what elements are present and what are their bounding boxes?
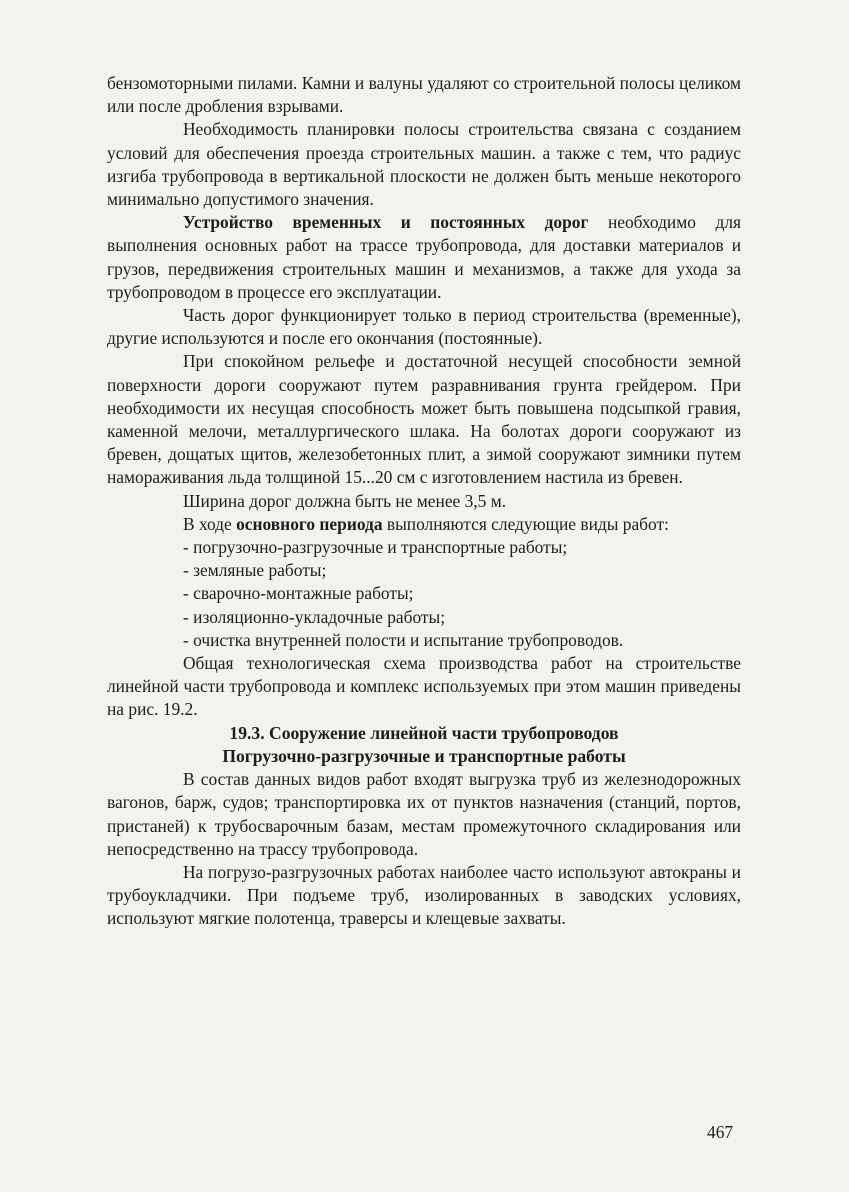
roads-text: необходимо для выполнения основных работ на трассе трубопровода, для доставки материалов и грузов, передвижения строительных машин и механизмов, а также для ухода за трубопроводом в процессе его эксплуатации. [107,212,741,302]
page-number: 467 [707,1122,734,1142]
paragraph-roads [107,211,741,304]
paragraph-continuation: бензомоторными пилами. Камни и валуны удаляют со строительной полосы целиком или после дробления взрывами. [107,73,741,117]
paragraph-scheme: Общая технологическая схема производства работ на строительстве линейной части трубопровода и комплекс используемых при этом машин приведены на рис. 19.2. [107,653,741,720]
main-period-before: В ходе [183,513,237,534]
subsection-heading: Погрузочно-разгрузочные и транспортные работы [222,745,626,766]
paragraph-road-types: Часть дорог функционирует только в период строительства (временные), другие используются и после его окончания (постоянные). [107,305,741,349]
list-item: - изоляционно-укладочные работы; [183,606,446,627]
page-body [107,72,741,931]
paragraph-works-composition: В состав данных видов работ входят выгрузка труб из железнодорожных вагонов, барж, судов; транспортировка их от пунктов назначения (станций, портов, пристаней) к трубосварочным базам, местам промежуточного складирования или непосредственно на трассу трубопровода. [107,769,741,859]
paragraph-road-construction: При спокойном рельефе и достаточной несущей способности земной поверхности дороги сооружают путем разравнивания грунта грейдером. При необходимости их несущая способность может быть повышена подсыпкой гравия, каменной мелочи, металлургического шлака. На болотах дороги сооружают из бревен, дощатых щитов, железобетонных плит, а зимой сооружают зимники путем намораживания льда толщиной 15...20 см с изготовлением настила из бревен. [107,351,741,488]
list-item: - погрузочно-разгрузочные и транспортные работы; [183,537,568,558]
main-period-bold-term: основного периода [236,513,383,534]
list-item: - земляные работы; [183,560,327,581]
main-period-after: выполняются следующие виды работ: [382,513,669,534]
paragraph-road-width: Ширина дорог должна быть не менее 3,5 м. [183,490,507,511]
paragraph-main-period [107,513,741,536]
paragraph-equipment: На погрузо-разгрузочных работах наиболее часто используют автокраны и трубоукладчики. При подъеме труб, изолированных в заводских условиях, используют мягкие полотенца, траверсы и клещевые захваты. [107,861,741,929]
roads-bold-term: Устройство временных и постоянных дорог [183,212,589,233]
list-item: - очистка внутренней полости и испытание трубопроводов. [183,629,624,650]
list-item: - сварочно-монтажные работы; [183,583,414,604]
paragraph-planning: Необходимость планировки полосы строительства связана с созданием условий для обеспечения проезда строительных машин. а также с тем, что радиус изгиба трубопровода в вертикальной плоскости не должен быть меньше некоторого минимально допустимого значения. [107,119,741,210]
section-heading: 19.3. Сооружение линейной части трубопроводов [229,722,619,743]
